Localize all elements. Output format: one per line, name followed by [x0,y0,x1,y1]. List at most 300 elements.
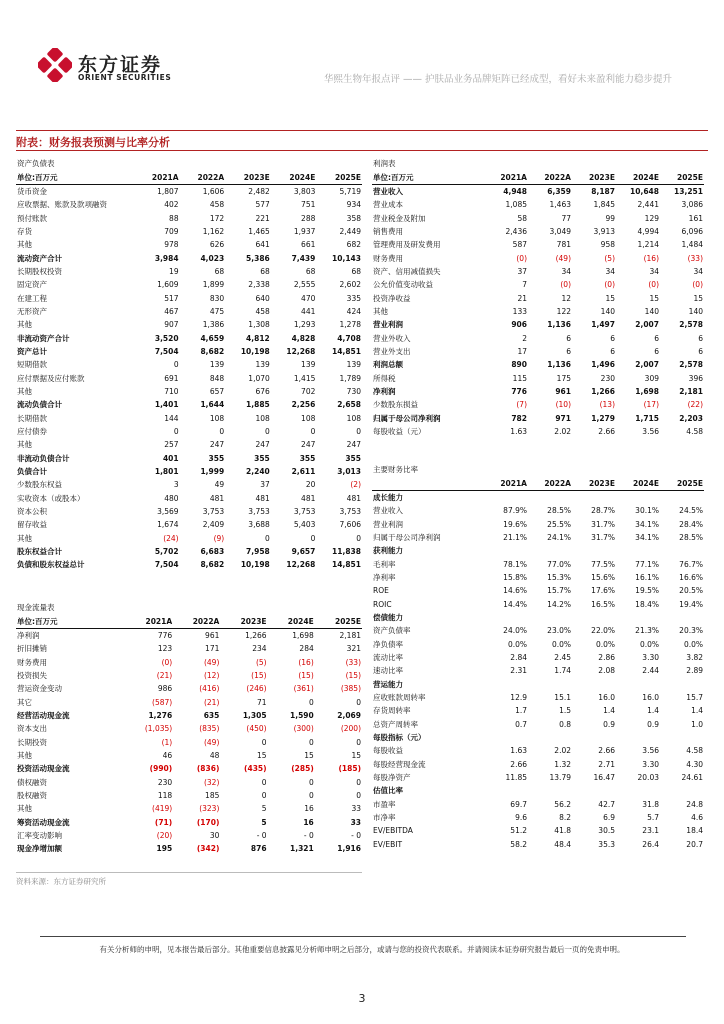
cell-value: 355 [254,453,270,463]
cell-value: 676 [255,387,270,397]
cell-value: 848 [209,373,225,383]
row-label: 股东权益合计 [17,547,62,557]
cell-value: 230 [600,373,615,383]
table-row [372,758,704,771]
cell-value: 5,386 [246,253,270,263]
cell-value: 934 [346,200,361,210]
table-row [16,425,362,438]
cell-value: 16 [303,817,314,827]
row-label: 管理费用及研发费用 [373,240,441,250]
cell-value: 161 [688,213,703,223]
table-row [372,824,704,837]
row-label: 其它 [17,697,32,707]
cell-value: 2,555 [293,280,316,290]
cell-value: 19.6% [503,519,527,529]
cell-value: 16.1% [635,572,659,582]
cell-value: (10) [555,400,571,410]
cell-value: (49) [203,657,220,667]
cell-value: 1,590 [290,710,314,720]
table-row [16,184,362,198]
cell-value: 6 [654,333,659,343]
cell-value: 1,801 [154,467,179,477]
cell-value: 1,070 [248,373,270,383]
cell-value: 958 [600,240,615,250]
cell-value: 5.7 [647,813,659,823]
cell-value: 2,602 [339,280,361,290]
cell-value: 2,658 [337,400,361,410]
cell-value: 1.74 [554,666,571,676]
cell-value: 56.2 [554,799,571,809]
cell-value: (33) [687,253,703,263]
table-row [372,557,704,570]
row-label: 其他 [17,440,32,450]
cell-value: 1,606 [202,186,225,196]
cell-value: 284 [299,644,314,654]
table-header-row [16,170,362,184]
cell-value: 2,578 [679,320,703,330]
table-row [372,597,704,610]
table-row [372,265,704,278]
section-title: 附表：财务报表预测与比率分析 [16,136,170,149]
cell-value: (15) [251,670,267,680]
cell-value: (450) [246,724,267,734]
cell-value: 185 [205,790,220,800]
cell-value: 15.8% [503,572,527,582]
cell-value: 22.0% [591,626,615,636]
cell-value: 14.2% [547,599,571,609]
source-note: 资料来源：东方证券研究所 [16,877,106,886]
table-row [16,198,362,211]
table-row [16,385,362,398]
cell-value: 480 [164,493,179,503]
table-row [372,611,704,624]
cell-value: 1,999 [200,467,225,477]
row-label: 汇率变动影响 [17,831,62,841]
cell-value: 0.9 [603,719,615,729]
table-row [16,305,362,318]
cell-value: 6 [698,346,703,356]
cell-value: 195 [156,844,173,854]
cell-value [572,611,616,624]
cell-value: (16) [298,657,314,667]
cell-value: 2.45 [554,652,571,662]
cell-value: 978 [164,240,179,250]
year-header: 2021A [126,614,173,628]
cell-value: 961 [205,630,220,640]
cell-value: (246) [246,684,267,694]
cell-value: 577 [255,200,270,210]
cell-value: 1.63 [510,427,527,437]
table-row [16,829,362,842]
cell-value: 25.5% [547,519,571,529]
cell-value: 108 [255,413,270,423]
year-header: 2023E [572,170,616,184]
cell-value: 4.58 [686,427,703,437]
cell-value: (170) [196,817,220,827]
cell-value [572,784,616,797]
cell-value: 3.30 [642,759,659,769]
cell-value: 0 [356,790,361,800]
cell-value: 424 [346,306,361,316]
year-header: 2023E [220,614,267,628]
cell-value: 7,606 [339,520,361,530]
cell-value: 247 [209,440,225,450]
cell-value: 129 [644,213,659,223]
cell-value [660,678,704,691]
cell-value: 3,049 [549,226,571,236]
page-number: 3 [358,992,366,1005]
cell-value: 1,465 [248,226,270,236]
cell-value: 172 [209,213,225,223]
cell-value: 971 [555,413,571,423]
cell-value: 20.3% [679,626,703,636]
table-row [372,425,704,438]
cell-value: 33 [350,817,361,827]
cell-value: 139 [301,360,316,370]
row-label: ROE [373,586,389,596]
cell-value: 4,659 [200,333,225,343]
row-label: 筹资活动现金流 [17,817,70,827]
cell-value: 15 [649,293,659,303]
cell-value: 961 [555,387,571,397]
table-title: 现金流量表 [17,603,55,613]
cell-value: 3,688 [248,520,270,530]
table-row [372,198,704,211]
cell-value: 6 [654,346,659,356]
cell-value: 1,644 [200,400,225,410]
cell-value: 15 [304,750,314,760]
cell-value: 3.56 [642,427,659,437]
cell-value: 144 [164,413,179,423]
cell-value: 1,496 [591,360,615,370]
cell-value: 7 [522,280,527,290]
row-label: 短期借款 [17,360,47,370]
cell-value: 6 [566,346,571,356]
row-label: 营业税金及附加 [373,213,426,223]
table-row [16,655,362,668]
cell-value: (9) [213,533,225,543]
row-label: 资本公积 [17,507,47,517]
unit-label [372,476,484,490]
row-label: 营业成本 [373,200,403,210]
table-row [372,838,704,851]
cell-value: 30.1% [635,506,659,516]
row-label: 公允价值变动收益 [373,280,433,290]
row-label: 留存收益 [17,520,47,530]
cell-value: 19.4% [679,599,703,609]
cell-value: 14.6% [503,586,527,596]
cell-value: 6,359 [547,186,571,196]
table-title: 主要财务比率 [373,465,418,475]
cell-value: 2.66 [598,427,615,437]
cell-value: 8,187 [591,186,615,196]
cell-value: 1,807 [157,186,179,196]
row-label: 长期投资 [17,737,47,747]
cell-value: 776 [157,630,173,640]
unit-label: 单位:百万元 [16,614,126,628]
cell-value: 355 [299,453,316,463]
cell-value: 3.82 [686,652,703,662]
logo-name-cn: 东方证券 [78,54,163,76]
cell-value: 10,198 [240,346,270,356]
table-row [16,318,362,331]
row-label: 货币资金 [17,186,47,196]
row-label: 财务费用 [17,657,47,667]
cell-value: 247 [255,440,270,450]
cell-value: 1,789 [339,373,361,383]
row-label: 营业外支出 [373,346,411,356]
cell-value: 78.1% [503,559,527,569]
row-label: 资产总计 [17,346,47,356]
cell-value: 12,268 [286,560,316,570]
table-row [372,651,704,664]
cell-value: 6 [610,333,615,343]
cell-value: 335 [346,293,361,303]
cell-value: (385) [340,684,361,694]
row-label: EV/EBITDA [373,826,413,836]
source-divider [16,872,362,873]
cell-value: 402 [164,200,179,210]
row-label: 利润总额 [373,360,403,370]
cell-value [528,731,572,744]
row-label: 存货 [17,226,32,236]
cell-value: 4.6 [691,813,703,823]
year-header: 2022A [528,170,572,184]
cell-value: 0 [356,697,361,707]
cell-value: 19.5% [635,586,659,596]
cell-value: (435) [244,764,267,774]
cell-value: 3,520 [154,333,179,343]
cell-value: (24) [163,533,179,543]
cell-value: 0 [265,427,270,437]
cell-value: 24.8 [686,799,703,809]
cell-value: 1,266 [591,387,615,397]
row-label: 少数股东权益 [17,480,62,490]
cell-value: 1,484 [681,240,703,250]
cell-value: 108 [209,413,225,423]
cell-value: 1,415 [293,373,316,383]
cell-value: 8,682 [200,346,225,356]
table-row [16,749,362,762]
table-row [16,545,362,558]
cell-value: - 0 [303,831,314,841]
cell-value [616,490,660,504]
row-label: 负债和股东权益总计 [17,560,85,570]
cell-value: 77.1% [635,559,659,569]
table-title-row [372,463,704,476]
cell-value: 0 [356,427,361,437]
cell-value: 2 [522,333,527,343]
table-row [16,695,362,708]
table-row [16,669,362,682]
table-row [372,691,704,704]
cell-value: 0 [261,777,267,787]
row-label: 应付票据及应付账款 [17,373,85,383]
row-label: 其他 [17,387,32,397]
cell-value: 1.32 [554,759,571,769]
table-row [16,492,362,505]
year-header: 2021A [484,170,528,184]
cell-value [484,611,528,624]
cell-value: 475 [209,306,225,316]
table-row [16,735,362,748]
cell-value: 2.08 [598,666,615,676]
cell-value: 17.6% [591,586,615,596]
cell-value: 709 [164,226,179,236]
cell-value: 2,240 [246,467,270,477]
cell-value [484,544,528,557]
cell-value: 118 [157,790,173,800]
cell-value: 6 [610,346,615,356]
cell-value: 15 [351,750,361,760]
cell-value: 18.4 [686,826,703,836]
cell-value: 68 [260,266,270,276]
cell-value: 2,449 [339,226,361,236]
cell-value: 24.61 [681,773,703,783]
cell-value: 1,321 [290,844,314,854]
cell-value: 51.2 [510,826,527,836]
cell-value: 481 [346,493,361,503]
cell-value: 30 [209,831,220,841]
table-title-row [372,157,704,170]
cell-value: 15.7 [686,693,703,703]
cell-value: 0.9 [647,719,659,729]
cell-value: 467 [164,306,179,316]
cell-value: 33 [351,804,361,814]
row-label: 速动比率 [373,666,403,676]
table-row [16,505,362,518]
cell-value: 49 [214,480,225,490]
cell-value: 16.47 [593,773,615,783]
cell-value: 3,913 [593,226,615,236]
row-label: 归属于母公司净利润 [373,532,441,542]
cell-value: 8.2 [559,813,571,823]
cell-value: 16.5% [591,599,615,609]
row-label: 毛利率 [373,559,396,569]
cell-value: 1.7 [515,706,527,716]
cell-value: 830 [209,293,225,303]
cell-value: 15.3% [547,572,571,582]
row-label: 所得税 [373,373,396,383]
cell-value: 2,181 [339,630,361,640]
cell-value: 37 [260,480,270,490]
cell-value: 2,256 [291,400,316,410]
cell-value: 21 [517,293,527,303]
cell-value: 1.63 [510,746,527,756]
cell-value: 1,278 [339,320,361,330]
cell-value: 986 [157,684,173,694]
cell-value: 24.5% [679,506,703,516]
table-row [372,291,704,304]
cell-value: 0.7 [515,719,527,729]
cell-value: 587 [512,240,527,250]
table-row [372,771,704,784]
cell-value: 108 [346,413,361,423]
cell-value: 12.9 [510,693,527,703]
table-row [16,558,362,571]
cell-value [528,544,572,557]
table-row [16,642,362,655]
row-label: 其他 [17,533,32,543]
cell-value: 4,994 [637,226,659,236]
cell-value: (342) [196,844,220,854]
cell-value: 1.0 [691,719,703,729]
cell-value: 71 [257,697,267,707]
row-label: 每股收益（元） [373,427,426,437]
table-row [372,238,704,251]
table-row [16,709,362,722]
cell-value: 1,136 [547,320,571,330]
cell-value: 3,753 [202,507,225,517]
table-row [372,504,704,517]
cell-value: 3,753 [293,507,316,517]
row-label: 非流动资产合计 [17,333,70,343]
cell-value: 1,293 [293,320,316,330]
cell-value: 4.58 [686,746,703,756]
cell-value: 2.84 [510,652,527,662]
cell-value: 12 [561,293,571,303]
cell-value: 2,007 [635,360,659,370]
cell-value: 1,308 [248,320,270,330]
group-label: 偿债能力 [373,612,403,622]
cell-value: (285) [291,764,314,774]
cell-value: 0 [356,533,361,543]
cell-value: 5,702 [154,547,179,557]
row-label: 投资活动现金流 [17,764,70,774]
cell-value: - 0 [256,831,267,841]
cell-value: 234 [252,644,267,654]
cell-value: 2,007 [635,320,659,330]
cell-value: 3,753 [248,507,270,517]
cell-value: 458 [209,200,225,210]
cell-value: 8,682 [200,560,225,570]
cell-value: (15) [298,670,314,680]
cell-value: 11.85 [505,773,527,783]
cell-value: 396 [688,373,703,383]
group-label: 成长能力 [373,492,403,502]
cell-value: 139 [209,360,225,370]
cell-value: 24.1% [547,532,571,542]
cell-value: (419) [152,804,173,814]
cell-value: 68 [351,266,361,276]
cell-value: 77.0% [547,559,571,569]
cell-value: 1.4 [691,706,703,716]
row-label: 长期股权投资 [17,266,62,276]
row-label: 应收账款周转率 [373,693,426,703]
row-label: 流动比率 [373,652,403,662]
cell-value: 3,013 [337,467,361,477]
table-row [16,478,362,491]
cell-value: 0.0% [683,639,703,649]
cell-value: 77.5% [591,559,615,569]
cell-value: 0 [308,790,314,800]
cell-value: 401 [162,453,179,463]
cell-value: 781 [556,240,571,250]
cell-value: 2,069 [337,710,361,720]
cell-value: 23.1 [642,826,659,836]
table-row [16,682,362,695]
cell-value: 876 [250,844,267,854]
cell-value: 1.5 [559,706,571,716]
year-header: 2023E [572,476,616,490]
table-row [372,517,704,530]
cell-value: 77 [561,213,571,223]
cell-value: (5) [255,657,267,667]
cell-value: 751 [301,200,316,210]
cell-value: 2.71 [598,759,615,769]
row-label: EV/EBIT [373,839,403,849]
cell-value: 3 [173,480,179,490]
